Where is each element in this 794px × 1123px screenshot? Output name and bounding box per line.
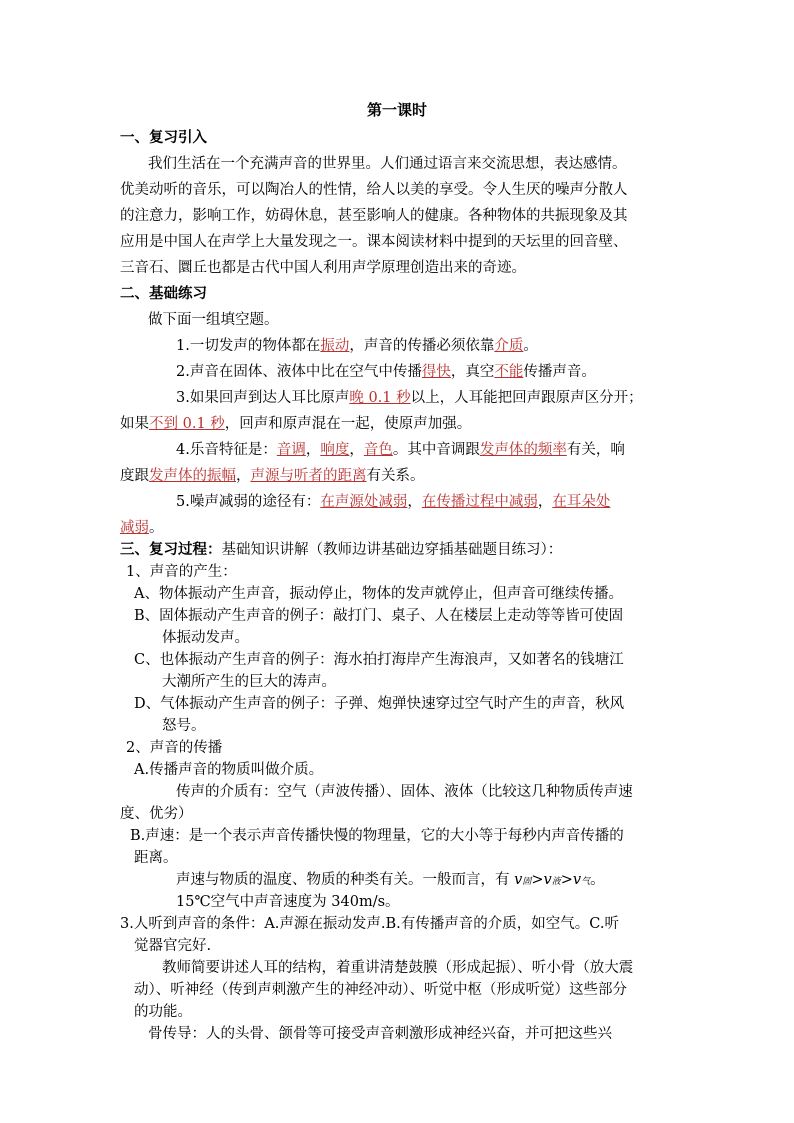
q4-text: 4.乐音特征是：	[176, 442, 277, 458]
q4-answer-timbre: 音色	[363, 442, 393, 458]
q5-answer-source: 在声源处减弱	[320, 494, 408, 510]
end-period: 。	[590, 872, 605, 888]
q5-text: 。	[149, 520, 164, 536]
greater-than: >	[560, 872, 573, 888]
q4-text: 有关，响	[566, 442, 625, 458]
q1-text: ，声音的传播必须依靠	[349, 338, 495, 354]
q3-text: 以上，人耳能把回声跟原声区分开；	[410, 390, 643, 406]
q4-answer-pitch: 音调	[276, 442, 306, 458]
q2-text: 2.声音在固体、液体中比在空气中传播	[176, 364, 422, 380]
q1-answer-medium: 介质	[494, 338, 524, 354]
q1-text: 1.一切发声的物体都在	[176, 338, 321, 354]
point-3-bone-conduction: 骨传导：人的头骨、颌骨等可接受声音刺激形成神经兴奋，并可把这些兴	[148, 1026, 612, 1042]
point-2-a-media-cont: 度、优劣）	[120, 806, 193, 822]
point-3: 3.人听到声音的条件：A.声源在振动发声.B.有传播声音的介质，如空气。C.听	[120, 916, 619, 932]
section1-heading: 一、复习引入	[120, 129, 207, 146]
point-2-b-cont: 距离。	[134, 850, 178, 866]
point-1-d: D、气体振动产生声音的例子：子弹、炮弹快速穿过空气时产生的声音，秋风	[134, 696, 625, 712]
v-symbol: v	[514, 872, 523, 888]
point-1-title: 1、声音的产生：	[126, 564, 237, 580]
q4-answer-amplitude: 发声体的振幅	[149, 468, 236, 484]
point-1-b: B、固体振动产生声音的例子：敲打门、桌子、人在楼层上走动等等皆可使固	[134, 608, 624, 624]
question-5-cont	[120, 518, 164, 538]
q2-text: 传播声音。	[523, 364, 596, 380]
section3-heading	[120, 540, 562, 560]
q5-answer-ear-cont: 减弱	[120, 520, 149, 536]
point-3-cont: 觉器官完好.	[134, 938, 212, 954]
q4-text: ，	[349, 442, 364, 458]
question-4	[176, 440, 625, 460]
q4-answer-frequency: 发声体的频率	[479, 442, 567, 458]
subscript-liquid: 液	[551, 877, 561, 887]
section2-intro: 做下面一组填空题。	[148, 312, 279, 328]
section1-line: 优美动听的音乐，可以陶冶人的性情，给人以美的享受。令人生厌的噪声分散人	[120, 182, 628, 198]
q5-text: 5.噪声减弱的途径有：	[176, 494, 321, 510]
section1-line: 三音石、圜丘也都是古代中国人利用声学原理创造出来的奇迹。	[120, 260, 526, 276]
point-1-c: C、也体振动产生声音的例子：海水拍打海岸产生海浪声，又如著名的钱塘江	[134, 652, 624, 668]
q5-text: ，	[537, 494, 553, 510]
v-symbol: v	[543, 872, 552, 888]
subscript-solid: 固	[522, 877, 532, 887]
greater-than: >	[531, 872, 544, 888]
v-symbol: v	[572, 872, 582, 888]
section1-line: 我们生活在一个充满声音的世界里。人们通过语言来交流思想，表达感情。	[148, 156, 627, 172]
point-1-b-cont: 体振动发声。	[162, 630, 249, 646]
q3-text: 如果	[120, 416, 149, 432]
q1-answer-vibration: 振动	[320, 338, 350, 354]
point-1-d-cont: 怒号。	[162, 718, 206, 734]
question-4-cont	[120, 466, 425, 486]
q5-text: ，	[407, 494, 422, 510]
question-2	[176, 362, 596, 382]
page-title: 第一课时	[366, 101, 427, 119]
q1-text: 。	[523, 338, 538, 354]
point-2-a: A.传播声音的物质叫做介质。	[134, 762, 324, 778]
q4-text: ，	[236, 468, 251, 484]
point-2-title: 2、声音的传播	[126, 740, 223, 756]
subscript-gas: 气	[581, 877, 591, 887]
speed-order-text: 声速与物质的温度、物质的种类有关。一般而言，有	[176, 872, 515, 888]
section1-line: 的注意力，影响工作，妨碍休息，甚至影响人的健康。各种物体的共振现象及其	[120, 208, 628, 224]
q4-text: ，	[305, 442, 321, 458]
point-1-c-cont: 大潮所产生的巨大的涛声。	[162, 674, 336, 690]
point-2-b: B.声速：是一个表示声音传播快慢的物理量，它的大小等于每秒内声音传播的	[130, 828, 624, 844]
q4-text: 有关系。	[366, 468, 425, 484]
question-1	[176, 336, 538, 356]
q3-answer-later: 晚 0.1 秒	[349, 390, 411, 406]
point-3-ear-structure-cont: 的功能。	[134, 1004, 192, 1020]
section2-heading: 二、基础练习	[120, 285, 207, 302]
q4-text: 。其中音调跟	[392, 442, 480, 458]
section3-heading-rest: 基础知识讲解（教师边讲基础边穿插基础题目练习）：	[221, 542, 563, 558]
q2-text: ，真空	[450, 364, 495, 380]
q5-answer-ear: 在耳朵处	[552, 494, 611, 510]
q4-answer-loudness: 响度	[320, 442, 350, 458]
q3-text: ，回声和原声混在一起，使原声加强。	[224, 416, 472, 432]
question-3-cont	[120, 414, 471, 434]
question-5	[176, 492, 610, 512]
q3-answer-less: 不到 0.1 秒	[149, 416, 225, 432]
q5-answer-path: 在传播过程中减弱	[421, 494, 538, 510]
point-2-a-media: 传声的介质有：空气（声波传播）、固体、液体（比较这几种物质传声速	[176, 784, 633, 800]
point-3-ear-structure-cont: 动）、听神经（传到声刺激产生的神经冲动）、听觉中枢（形成听觉）这些部分	[134, 982, 627, 998]
q3-text: 3.如果回声到达人耳比原声	[176, 390, 350, 406]
point-3-ear-structure: 教师简要讲述人耳的结构，着重讲清楚鼓膜（形成起振）、听小骨（放大震	[162, 960, 634, 976]
question-3	[176, 388, 643, 408]
section3-heading-title: 三、复习过程：	[120, 541, 222, 558]
q4-answer-distance: 声源与听者的距离	[250, 468, 367, 484]
point-2-b-speed-order	[176, 870, 605, 892]
section1-line: 应用是中国人在声学上大量发现之一。课本阅读材料中提到的天坛里的回音壁、	[120, 234, 628, 250]
q2-answer-faster: 得快	[421, 364, 451, 380]
q4-text: 度跟	[120, 468, 149, 484]
q2-answer-cannot: 不能	[494, 364, 524, 380]
point-2-b-air-speed: 15℃空气中声音速度为 340m/s。	[176, 894, 400, 910]
point-1-a: A、物体振动产生声音，振动停止，物体的发声就停止，但声音可继续传播。	[134, 586, 623, 602]
